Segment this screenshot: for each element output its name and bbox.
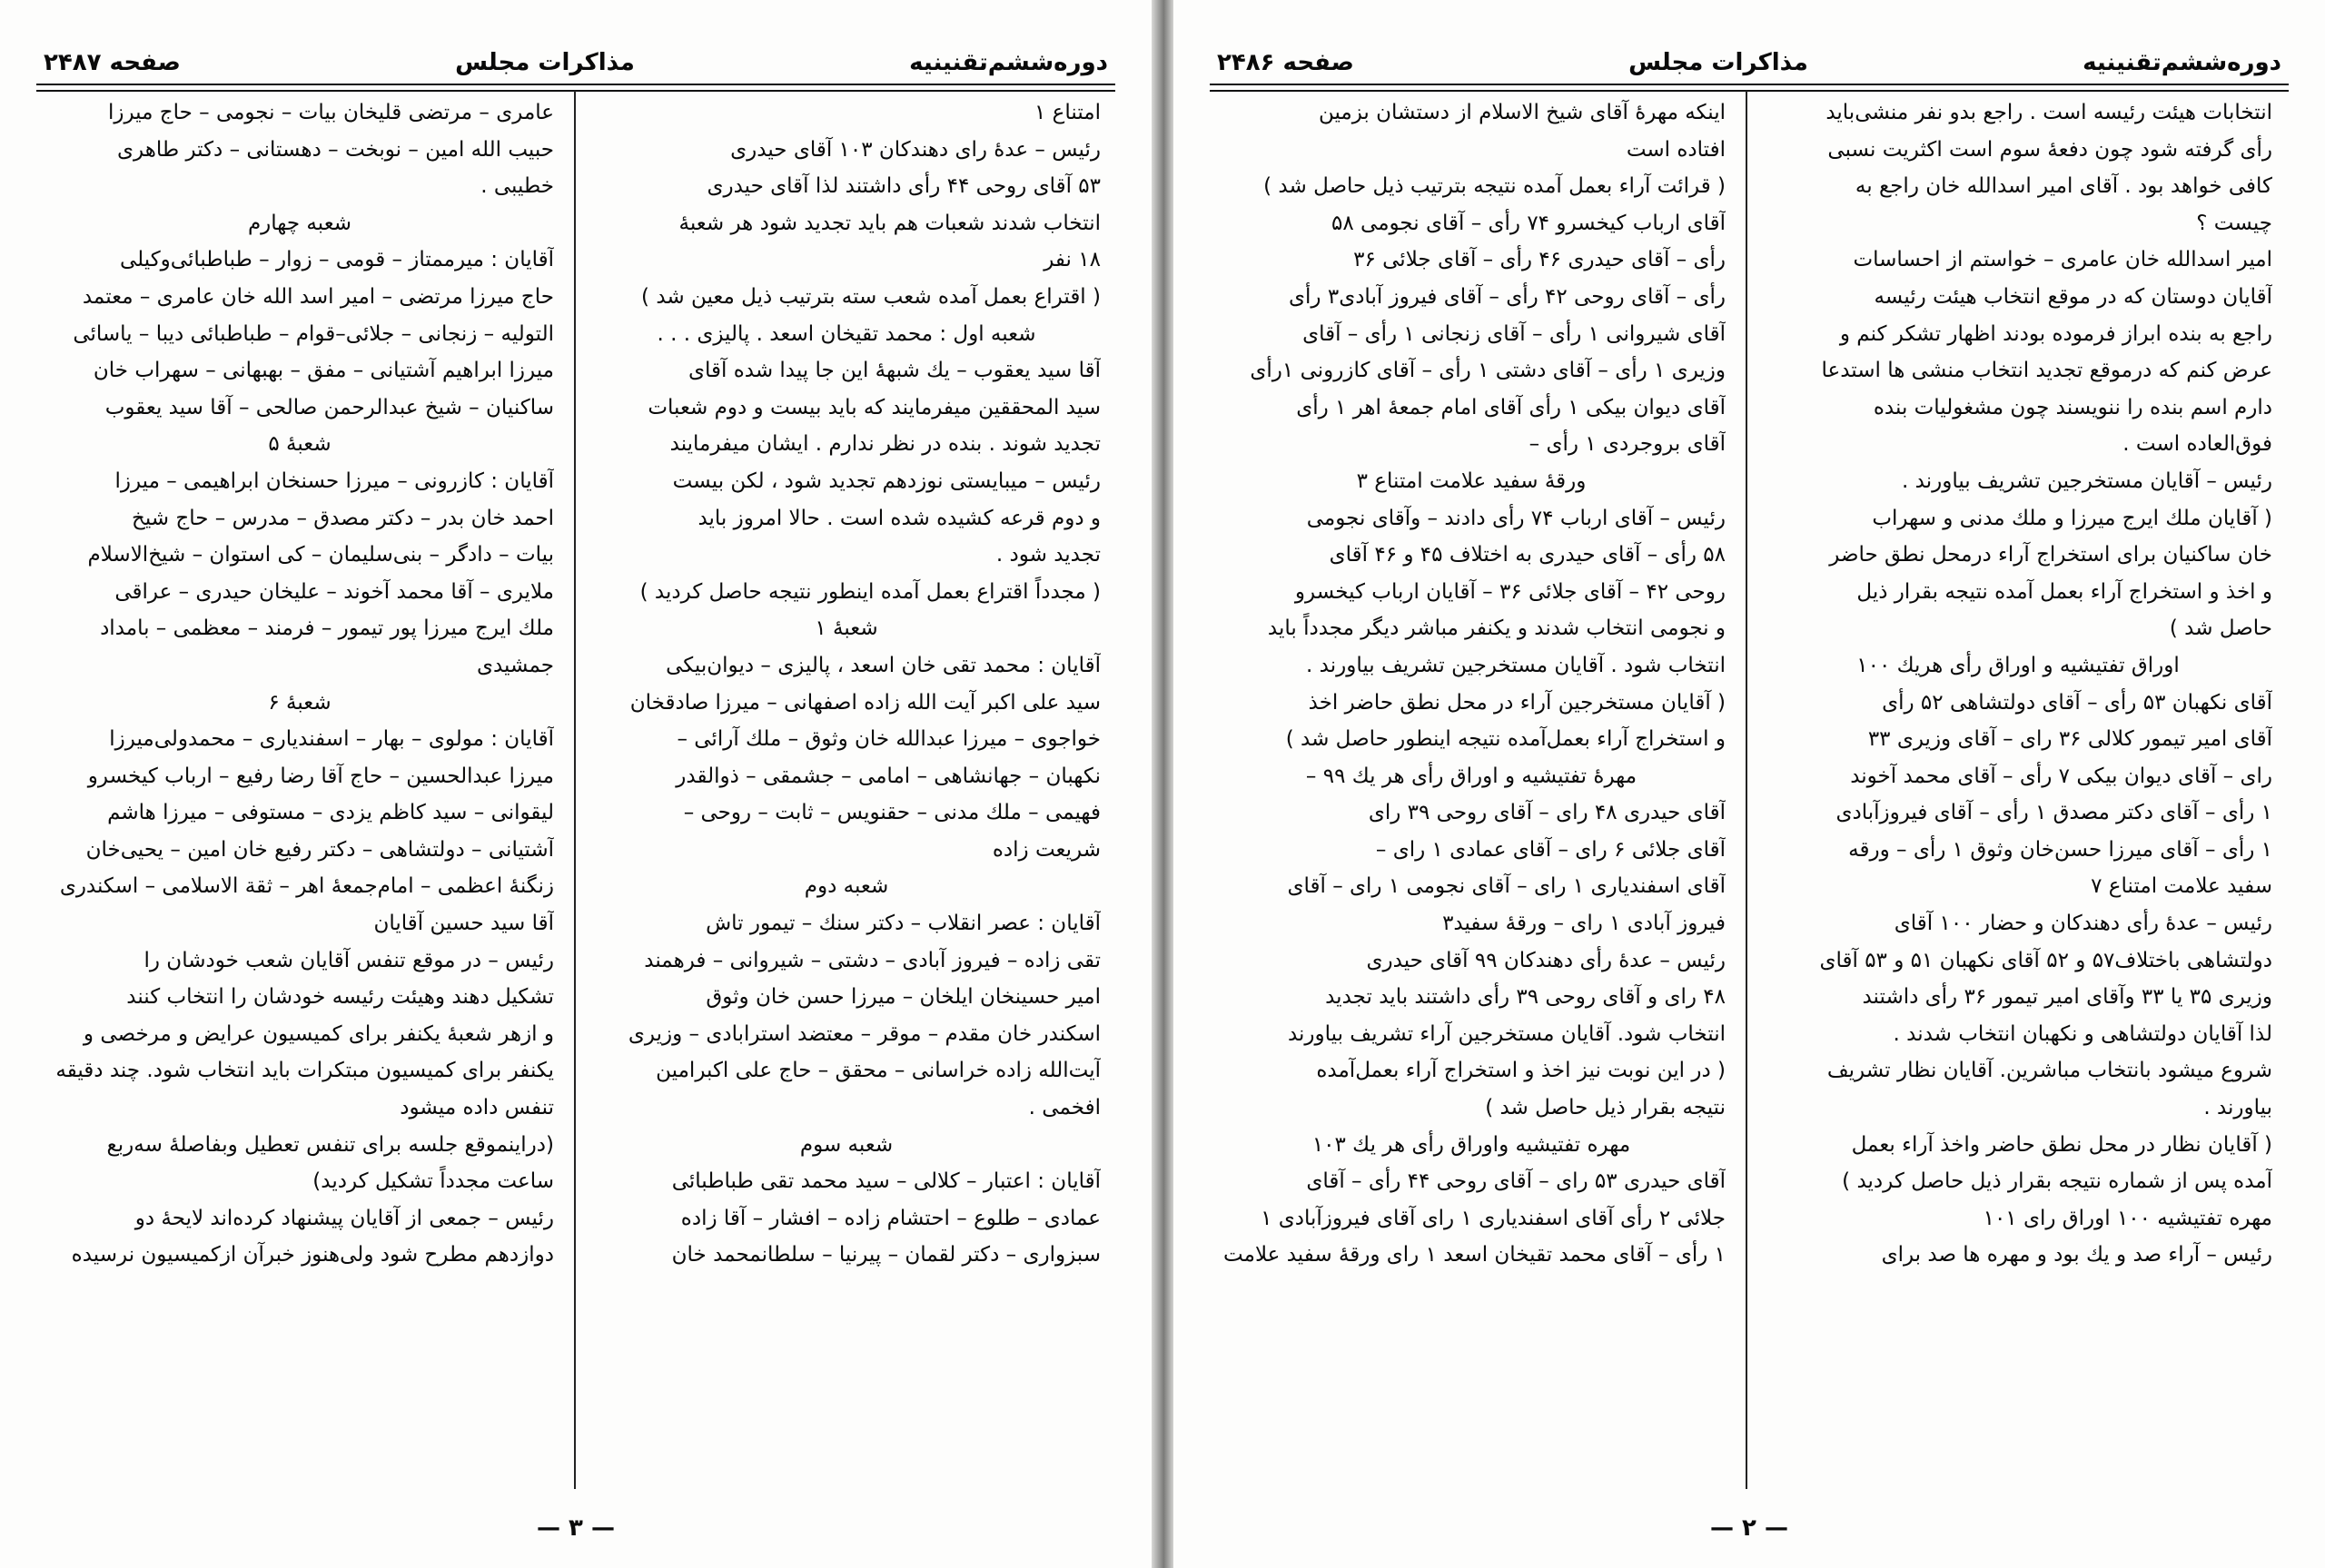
text-line: رئیس – عدهٔ رأی دهندکان و حضار ۱۰۰ آقای — [1894, 912, 2272, 936]
text-line: فوق‌العاده است . — [2122, 432, 2272, 457]
text-line: عرض کنم که درموقع تجدید انتخاب منشی ها استدعا — [1821, 359, 2272, 383]
section-heading: شعبه دوم — [804, 874, 889, 899]
text-line: آیت‌الله زاده خراسانی – محقق – حاج علی اکبرامین — [656, 1059, 1101, 1083]
section-heading: شعبه اول : محمد تقیخان اسعد . پالیزی . . . — [657, 321, 1036, 346]
text-line: روحی ۴۲ – آقای جلائی ۳۶ – آقایان ارباب کیخسرو — [1294, 579, 1726, 604]
text-line: حاج میرزا مرتضی – امیر اسد الله خان عامری – معتمد — [82, 284, 554, 309]
text-line: عامری – مرتضی قلیخان بیات – نجومی – حاج میرزا — [107, 101, 554, 124]
text-line: امیر حسینخان ایلخان – میرزا حسن خان وثوق — [706, 985, 1101, 1010]
column-divider — [574, 91, 576, 1489]
text-line: ساکنیان – شیخ عبدالرحمن صالحی – آقا سید یعقوب — [104, 395, 554, 419]
header-rule — [1210, 84, 2289, 92]
text-column-right — [592, 94, 1101, 1493]
text-line: و استخراج آراء بعمل‌آمده نتیجه اینطور حاصل شد ) — [1285, 727, 1726, 752]
text-line: ( قرائت آراء بعمل آمده نتیجه بترتیب ذیل حاصل شد ) — [1263, 174, 1726, 199]
text-line: شروع میشود بانتخاب مباشرین. آقایان نظار تشریف — [1826, 1059, 2272, 1083]
text-line: ۴۸ رای و آقای روحی ۳۹ رأی داشتند باید تجدید — [1325, 985, 1726, 1010]
text-line: ( آقایان مستخرجین آراء در محل نطق حاضر اخذ — [1308, 690, 1726, 715]
text-line: آقای بروجردی ۱ رأی – — [1529, 432, 1726, 457]
text-line: دولتشاهی باختلاف۵۷ و ۵۲ آقای نکهبان ۵۱ و ۵۳ آقای — [1819, 948, 2272, 972]
text-line: تقی زاده – فیروز آبادی – دشتی – شیروانی – فرهمند — [644, 948, 1101, 972]
text-line: آقای ارباب کیخسرو ۷۴ رأی – آقای نجومی ۵۸ — [1331, 211, 1726, 235]
text-line: ۱ رأی – آقای میرزا حسن‌خان وثوق ۱ رأی – ورقه — [1848, 837, 2272, 862]
text-line: میرزا عبدالحسین – حاج آقا رضا رفیع – ارباب کیخسرو — [87, 764, 554, 788]
text-line: زنگنهٔ اعظمی – امام‌جمعهٔ اهر – ثقة الاسلامی – اسکندری — [59, 874, 554, 899]
text-line: آقایان : اعتبار – کلالی – سید محمد تقی طباطبائی — [671, 1169, 1101, 1194]
page-footer: — ۳ — — [537, 1514, 615, 1542]
text-line: رئیس – میبایستی نوزدهم تجدید شود ، لکن بیست — [672, 468, 1101, 493]
text-line: انتخابات هیئت رئیسه است . راجع بدو نفر منشی‌باید — [1825, 101, 2272, 124]
text-line: و نجومی انتخاب شدند و یکنفر مباشر دیگر مجدداً باید — [1267, 616, 1726, 641]
text-line: بیاورند . — [2203, 1096, 2272, 1120]
text-line: آقایان : میرممتاز – قومی – زوار – طباطبائی‌وکیلی — [120, 248, 554, 272]
text-column-left — [1217, 94, 1726, 1493]
text-line: جلائی ۲ رأی آقای اسفندیاری ۱ رای آقای فیروزآبادی ۱ — [1261, 1206, 1726, 1230]
text-line: رئیس – جمعی از آقایان پیشنهاد کرده‌اند لایحهٔ دو — [134, 1206, 554, 1230]
text-line: دارم اسم بنده را ننویسند چون مشغولیات بنده — [1873, 395, 2272, 419]
text-line: اینکه مهرهٔ آقای شیخ الاسلام از دستشان بزمین — [1318, 101, 1726, 124]
text-line: آقا سید یعقوب – یك شبههٔ این جا پیدا شده آقای — [688, 359, 1101, 383]
text-line: احمد خان بدر – دکتر مصدق – مدرس – حاج شیخ — [132, 506, 554, 530]
text-line: رأی – آقای حیدری ۴۶ رأی – آقای جلائی ۳۶ — [1353, 248, 1726, 272]
section-heading: مهرهٔ تفتیشیه و اوراق رأی هر یك ۹۹ – — [1305, 764, 1637, 788]
right-page-header — [1217, 25, 2281, 76]
text-line: ۱۸ نفر — [1044, 248, 1101, 272]
text-line: مهره تفتیشیه ۱۰۰ اوراق رای ۱۰۱ — [1983, 1206, 2272, 1230]
text-line: آشتیانی – دولتشاهی – دکتر رفیع خان امین – یحیی‌خان — [85, 837, 554, 862]
session-label: دوره‌ششم‌تقنینیه — [909, 49, 1108, 76]
section-heading: شعبهٔ ۱ — [815, 616, 878, 641]
text-line: حاصل شد ) — [2169, 616, 2272, 641]
section-heading: اوراق تفتیشیه و اوراق رأی هریك ۱۰۰ — [1856, 653, 2180, 677]
publication-title: مذاکرات مجلس — [455, 49, 635, 76]
text-line: آقای جلائی ۶ رای – آقای عمادی ۱ رای – — [1375, 837, 1726, 862]
text-line: شریعت زاده — [992, 837, 1101, 862]
text-line: رئیس – عدهٔ رأی دهندکان ۹۹ آقای حیدری — [1366, 948, 1726, 972]
text-line: بیات – دادگر – بنی‌سلیمان – کی استوان – شیخ‌الاسلام — [87, 543, 554, 567]
text-line: آقایان دوستان که در موقع انتخاب هیئت رئیسه — [1874, 284, 2272, 309]
text-line: آقای شیروانی ۱ رأی – آقای زنجانی ۱ رأی – آقای — [1302, 321, 1726, 346]
text-line: ( در این نوبت نیز اخذ و استخراج آراء بعمل‌آمده — [1316, 1059, 1726, 1083]
text-line: رأی گرفته شود چون دفعهٔ سوم است اکثریت نسبی — [1827, 137, 2272, 162]
text-line: خان ساکنیان برای استخراج آراء درمحل نطق حاضر — [1829, 543, 2272, 567]
text-line: ( مجدداً اقتراع بعمل آمده اینطور نتیجه حاصل کردید ) — [639, 579, 1101, 604]
text-line: نتیجه بقرار ذیل حاصل شد ) — [1485, 1096, 1726, 1120]
section-heading: شعبهٔ ۶ — [268, 690, 331, 715]
text-line: نکهبان – جهانشاهی – امامی – جشمقی – ذوالقدر — [676, 764, 1101, 788]
text-line: آقای حیدری ۴۸ رای – آقای روحی ۳۹ رای — [1368, 801, 1726, 825]
page-footer: — ۲ — — [1710, 1514, 1788, 1542]
text-line: رای – آقای دیوان بیکی ۷ رأی – آقای محمد آخوند — [1850, 764, 2272, 788]
text-line: یکنفر برای کمیسیون مبتکرات باید انتخاب شود. چند دقیقه — [55, 1059, 554, 1083]
text-line: ملك ایرج میرزا پور تیمور – فرمند – معظمی – بامداد — [100, 616, 554, 641]
page-number: صفحه ۲۴۸۷ — [44, 49, 181, 76]
text-line: و دوم قرعه کشیده شده است . حالا امروز باید — [698, 506, 1101, 530]
text-line: ملایری – آقا محمد آخوند – علیخان حیدری – عراقی — [114, 579, 554, 604]
session-label: دوره‌ششم‌تقنینیه — [2083, 49, 2281, 76]
text-line: لیقوانی – سید کاظم یزدی – مستوفی – میرزا هاشم — [107, 801, 554, 825]
text-line: افخمی . — [1028, 1096, 1101, 1120]
text-line: خواجوی – میرزا عبدالله خان وثوق – ملك آرائی – — [677, 727, 1101, 752]
text-line: و اخذ و استخراج آراء بعمل آمده نتیجه بقرار ذیل — [1856, 579, 2272, 604]
text-line: جمشیدی — [476, 653, 554, 677]
left-page-header — [44, 25, 1108, 76]
text-line: اسکندر خان مقدم – موقر – معتضد استرابادی – وزیری — [628, 1021, 1101, 1046]
text-line: آمده پس از شماره نتیجه بقرار ذیل حاصل کردید ) — [1842, 1169, 2272, 1194]
text-line: رئیس – آقای ارباب ۷۴ رأی دادند – وآقای نجومی — [1306, 506, 1726, 530]
text-line: آقا سید حسین آقایان — [373, 912, 554, 936]
text-line: آقایان : محمد تقی خان اسعد ، پالیزی – دیوان‌بیکی — [666, 653, 1101, 677]
text-line: وزیری ۱ رأی – آقای دشتی ۱ رأی – آقای کازرونی ۱رأی — [1250, 359, 1726, 383]
text-line: رئیس – آقایان مستخرجین تشریف بیاورند . — [1902, 468, 2272, 493]
text-line: رئیس – در موقع تنفس آقایان شعب خودشان را — [143, 948, 554, 972]
section-heading: ورقهٔ سفید علامت امتناع ۳ — [1356, 468, 1587, 493]
right-page — [1173, 0, 2325, 1568]
text-line: انتخاب شود. آقایان مستخرجین آراء تشریف بیاورند — [1287, 1021, 1726, 1046]
text-column-right — [1764, 94, 2272, 1493]
header-rule — [36, 84, 1115, 92]
column-divider — [1746, 91, 1747, 1489]
text-line: ۱ رأی – آقای دکتر مصدق ۱ رأی – آقای فیروزآبادی — [1835, 801, 2272, 825]
text-line: راجع به بنده ابراز فرموده بودند اظهار تشکر کنم و — [1839, 321, 2272, 346]
text-line: ۱ رأی – آقای محمد تقیخان اسعد ۱ رای ورقهٔ سفید علامت — [1223, 1243, 1726, 1267]
text-line: فهیمی – ملك مدنی – حقنویس – ثابت – روحی – — [683, 801, 1101, 825]
text-line: ۵۳ آقای روحی ۴۴ رأی داشتند لذا آقای حیدری — [707, 174, 1101, 199]
left-page — [0, 0, 1152, 1568]
text-line: امتناع ۱ — [1034, 101, 1101, 124]
text-line: تشکیل دهند وهیئت رئیسه خودشان را انتخاب کنند — [126, 985, 554, 1010]
text-column-left — [45, 94, 554, 1493]
text-line: وزیری ۳۵ یا ۳۳ وآقای امیر تیمور ۳۶ رأی داشتند — [1862, 985, 2272, 1010]
text-line: افتاده است — [1626, 137, 1726, 162]
text-line: ( آقایان ملك ایرج میرزا و ملك مدنی و سهراب — [1872, 506, 2272, 530]
text-line: عمادی – طلوع – احتشام زاده – افشار – آقا زاده — [680, 1206, 1101, 1230]
text-line: میرزا ابراهیم آشتیانی – مفق – بهبهانی – سهراب خان — [93, 359, 554, 383]
text-line: تنفس داده میشود — [400, 1096, 554, 1120]
text-line: آقای حیدری ۵۳ رای – آقای روحی ۴۴ رأی – آقای — [1306, 1169, 1726, 1194]
text-line: آقایان : مولوی – بهار – اسفندیاری – محمدولی‌میرزا — [109, 727, 554, 752]
text-line: چیست ؟ — [2196, 211, 2272, 235]
section-heading: شعبه چهارم — [247, 211, 352, 235]
text-line: ( اقتراع بعمل آمده شعب سته بترتیب ذیل معین شد ) — [641, 284, 1101, 309]
book-gutter — [1152, 0, 1173, 1568]
text-line: سید المحققین میفرمایند که باید بیست و دوم شعبات — [648, 395, 1101, 419]
text-line: و ازهر شعبهٔ یکنفر برای کمیسیون عرایض و مرخصی و — [83, 1021, 554, 1046]
text-line: سبزواری – دکتر لقمان – پیرنیا – سلطانمحمد خان — [671, 1243, 1101, 1267]
text-line: آقای نکهبان ۵۳ رأی – آقای دولتشاهی ۵۲ رأی — [1882, 690, 2272, 715]
text-line: سفید علامت امتناع ۷ — [2091, 874, 2272, 899]
publication-title: مذاکرات مجلس — [1628, 49, 1808, 76]
text-line: رئیس – عدهٔ رای دهندکان ۱۰۳ آقای حیدری — [730, 137, 1101, 162]
text-line: تجدید شوند . بنده در نظر ندارم . ایشان میفرمایند — [669, 432, 1101, 457]
text-line: آقای امیر تیمور کلالی ۳۶ رای – آقای وزیری ۳۳ — [1867, 727, 2272, 752]
text-line: رئیس – آراء صد و یك بود و مهره ها صد برای — [1881, 1243, 2272, 1267]
section-heading: مهره تفتیشیه واوراق رأی هر یك ۱۰۳ — [1311, 1132, 1631, 1157]
text-line: لذا آقایان دولتشاهی و نکهبان انتخاب شدند . — [1893, 1021, 2272, 1046]
text-line: آقای دیوان بیکی ۱ رأی آقای امام جمعهٔ اهر ۱ رأی — [1296, 395, 1726, 419]
page-number: صفحه ۲۴۸۶ — [1217, 49, 1354, 76]
text-line: کافی خواهد بود . آقای امیر اسدالله خان راجع به — [1855, 174, 2272, 199]
text-line: التولیه – زنجانی – جلائی–قوام – طباطبائی دیبا – یاسائی — [73, 321, 554, 346]
section-heading: شعبهٔ ۵ — [268, 432, 331, 457]
text-line: آقای اسفندیاری ۱ رای – آقای نجومی ۱ رای – آقای — [1287, 874, 1726, 899]
text-line: ۵۸ رأی – آقای حیدری به اختلاف ۴۵ و ۴۶ آقای — [1329, 543, 1726, 567]
section-heading: شعبه سوم — [799, 1132, 894, 1157]
text-line: انتخاب شدند شعبات هم باید تجدید شود هر شعبهٔ — [678, 211, 1101, 235]
text-line: آقایان : عصر انقلاب – دکتر سنك – تیمور تاش — [706, 912, 1101, 936]
text-line: (دراینموقع جلسه برای تنفس تعطیل وبفاصلهٔ سه‌ربع — [106, 1132, 554, 1157]
text-line: حبیب الله امین – نوبخت – دهستانی – دکتر طاهری — [117, 137, 554, 162]
text-line: سید علی اکبر آیت الله زاده اصفهانی – میرزا صادقخان — [629, 690, 1101, 715]
text-line: رأی – آقای روحی ۴۲ رأی – آقای فیروز آبادی۳ رأی — [1289, 284, 1726, 309]
text-line: ( آقایان نظار در محل نطق حاضر واخذ آراء بعمل — [1851, 1132, 2272, 1157]
text-line: آقایان : کازرونی – میرزا حسنخان ابراهیمی – میرزا — [114, 468, 554, 493]
text-line: تجدید شود . — [995, 543, 1101, 567]
text-line: ساعت مجدداً تشکیل کردید) — [312, 1169, 554, 1194]
text-line: فیروز آبادی ۱ رای – ورقهٔ سفید۳ — [1442, 912, 1726, 936]
text-line: امیر اسدالله خان عامری – خواستم از احساسات — [1853, 248, 2272, 272]
text-line: انتخاب شود . آقایان مستخرجین تشریف بیاورند . — [1306, 653, 1726, 677]
text-line: دوازدهم مطرح شود ولی‌هنوز خبرآن ازکمیسیون نرسیده — [71, 1243, 554, 1267]
text-line: خطیبی . — [480, 174, 554, 199]
